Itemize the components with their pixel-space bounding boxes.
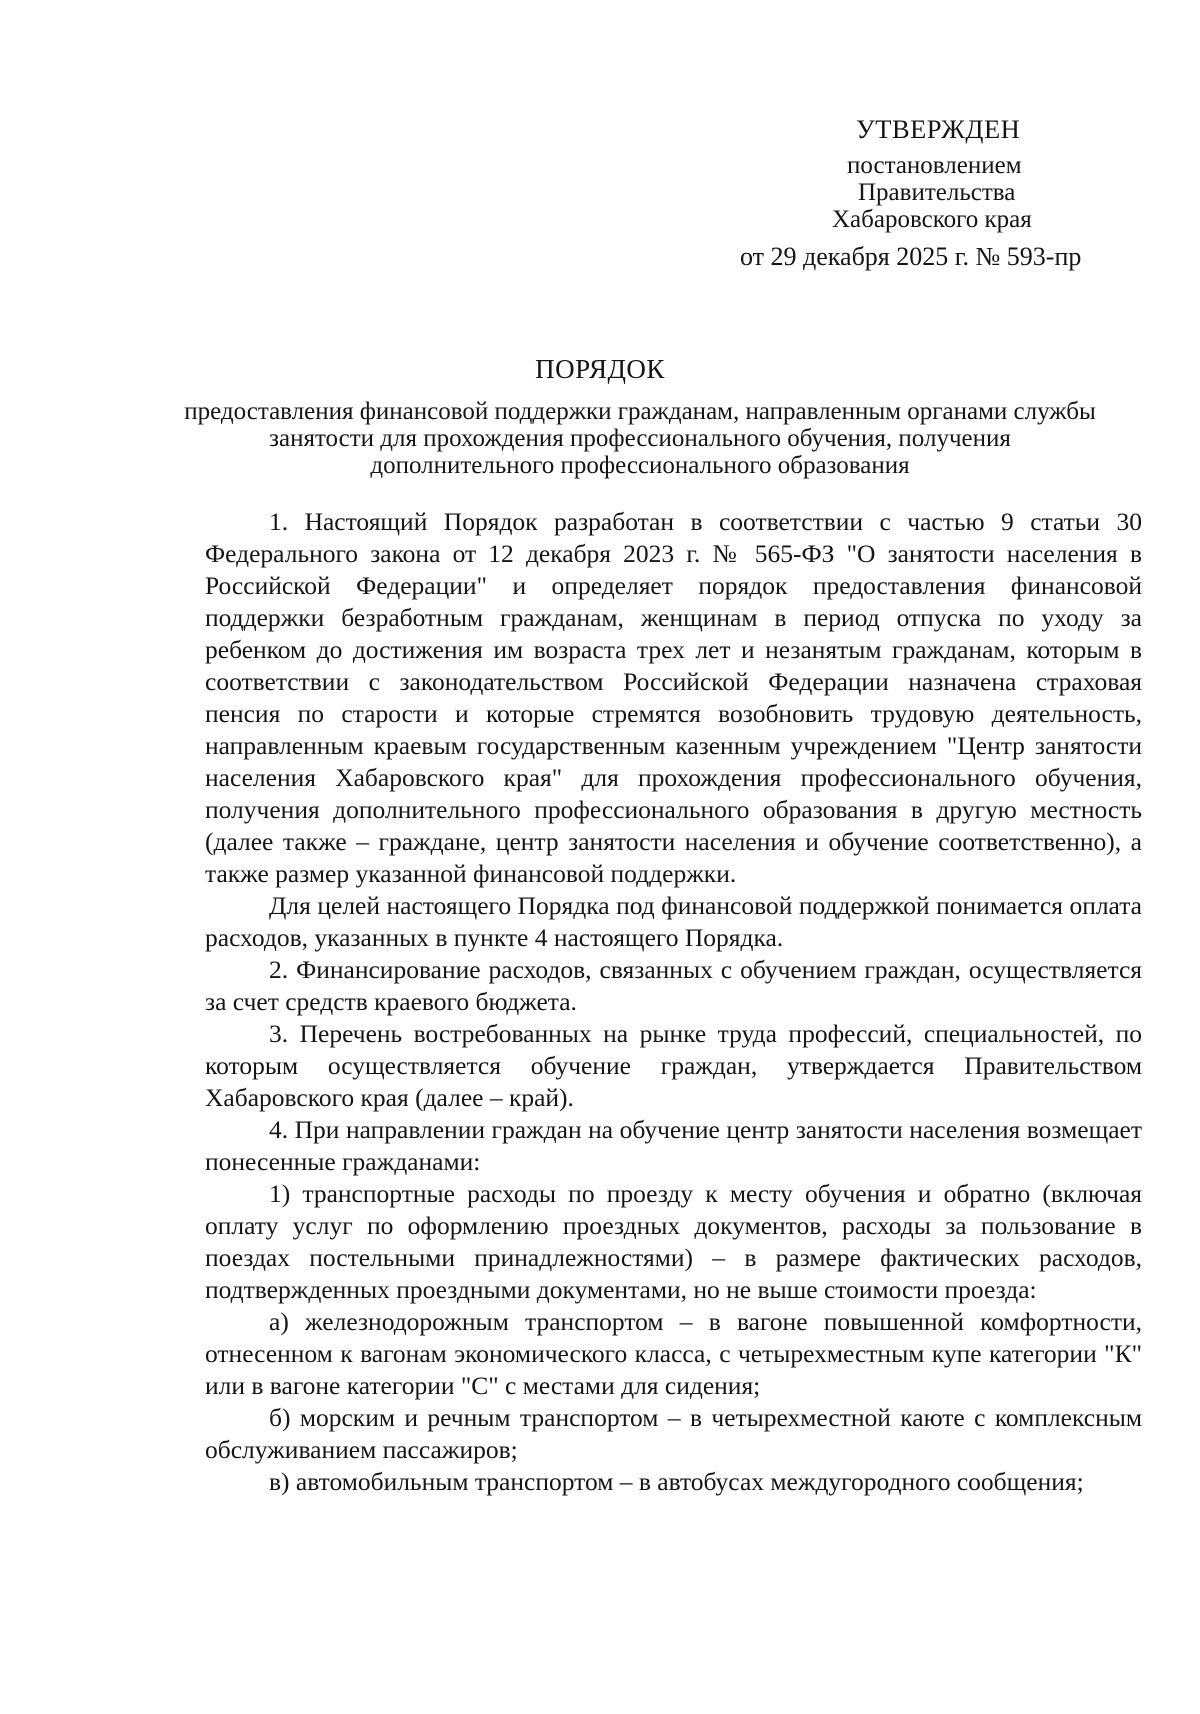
paragraph-4: 4. При направлении граждан на обучение центр занятости населения возмещает понесенные гражданами: bbox=[205, 1115, 1142, 1176]
paragraph-4-item-1: 1) транспортные расходы по проезду к месту обучения и обратно (включая оплату услуг по оформлению проездных документов, расходы за пользование в поездах постельными принадлежностями) – в размере фактических расходов, подтвержденных проездными документами, но не выше стоимости проезда: bbox=[205, 1179, 1142, 1304]
approval-date-number: от 29 декабря 2025 г. № 593-пр bbox=[740, 242, 1082, 271]
approval-stamp bbox=[740, 106, 1140, 271]
paragraph-2: 2. Финансирование расходов, связанных с обучением граждан, осуществляется за счет средств краевого бюджета. bbox=[205, 955, 1142, 1016]
document-body bbox=[205, 506, 1142, 1498]
paragraph-1: 1. Настоящий Порядок разработан в соответствии с частью 9 статьи 30 Федерального закона от 12 декабря 2023 г. № 565-ФЗ "О занятости населения в Российской Федерации" и определяет порядок предоставления финансовой поддержки безработным гражданам, женщинам в период отпуска по уходу за ребенком до достижения им возраста трех лет и незанятым гражданам, которым в соответствии с законодательством Российской Федерации назначена страховая пенсия по старости и которые стремятся возобновить трудовую деятельность, направленным краевым государственным казенным учреждением "Центр занятости населения Хабаровского края" для прохождения профессионального обучения, получения дополнительного профессионального образования в другую местность (далее также – граждане, центр занятости населения и обучение соответственно), а также размер указанной финансовой поддержки. bbox=[205, 507, 1142, 888]
paragraph-4-item-1-a: а) железнодорожным транспортом – в вагоне повышенной комфортности, отнесенном к вагонам экономического класса, с четырехместным купе категории "К" или в вагоне категории "С" с местами для сидения; bbox=[205, 1307, 1142, 1400]
paragraph-3: 3. Перечень востребованных на рынке труда профессий, специальностей, по которым осуществляется обучение граждан, утверждается Правительством Хабаровского края (далее – край). bbox=[205, 1019, 1142, 1112]
approval-line-government: Правительства bbox=[858, 179, 1016, 206]
paragraph-4-item-1-b: б) морским и речным транспортом – в четырехместной каюте с комплексным обслуживанием пассажиров; bbox=[205, 1403, 1142, 1464]
paragraph-1-note: Для целей настоящего Порядка под финансовой поддержкой понимается оплата расходов, указанных в пункте 4 настоящего Порядка. bbox=[205, 891, 1142, 952]
approval-title: УТВЕРЖДЕН bbox=[856, 114, 1021, 144]
approval-line-region: Хабаровского края bbox=[832, 206, 1032, 233]
document-title: ПОРЯДОК bbox=[535, 354, 665, 384]
paragraph-4-item-1-c: в) автомобильным транспортом – в автобусах междугородного сообщения; bbox=[269, 1467, 1084, 1496]
document-subtitle: предоставления финансовой поддержки гражданам, направленным органами службы занятости для прохождения профессионального обучения, получения дополнительного профессионального образования bbox=[184, 398, 1096, 479]
approval-line-resolution: постановлением bbox=[847, 152, 1022, 179]
